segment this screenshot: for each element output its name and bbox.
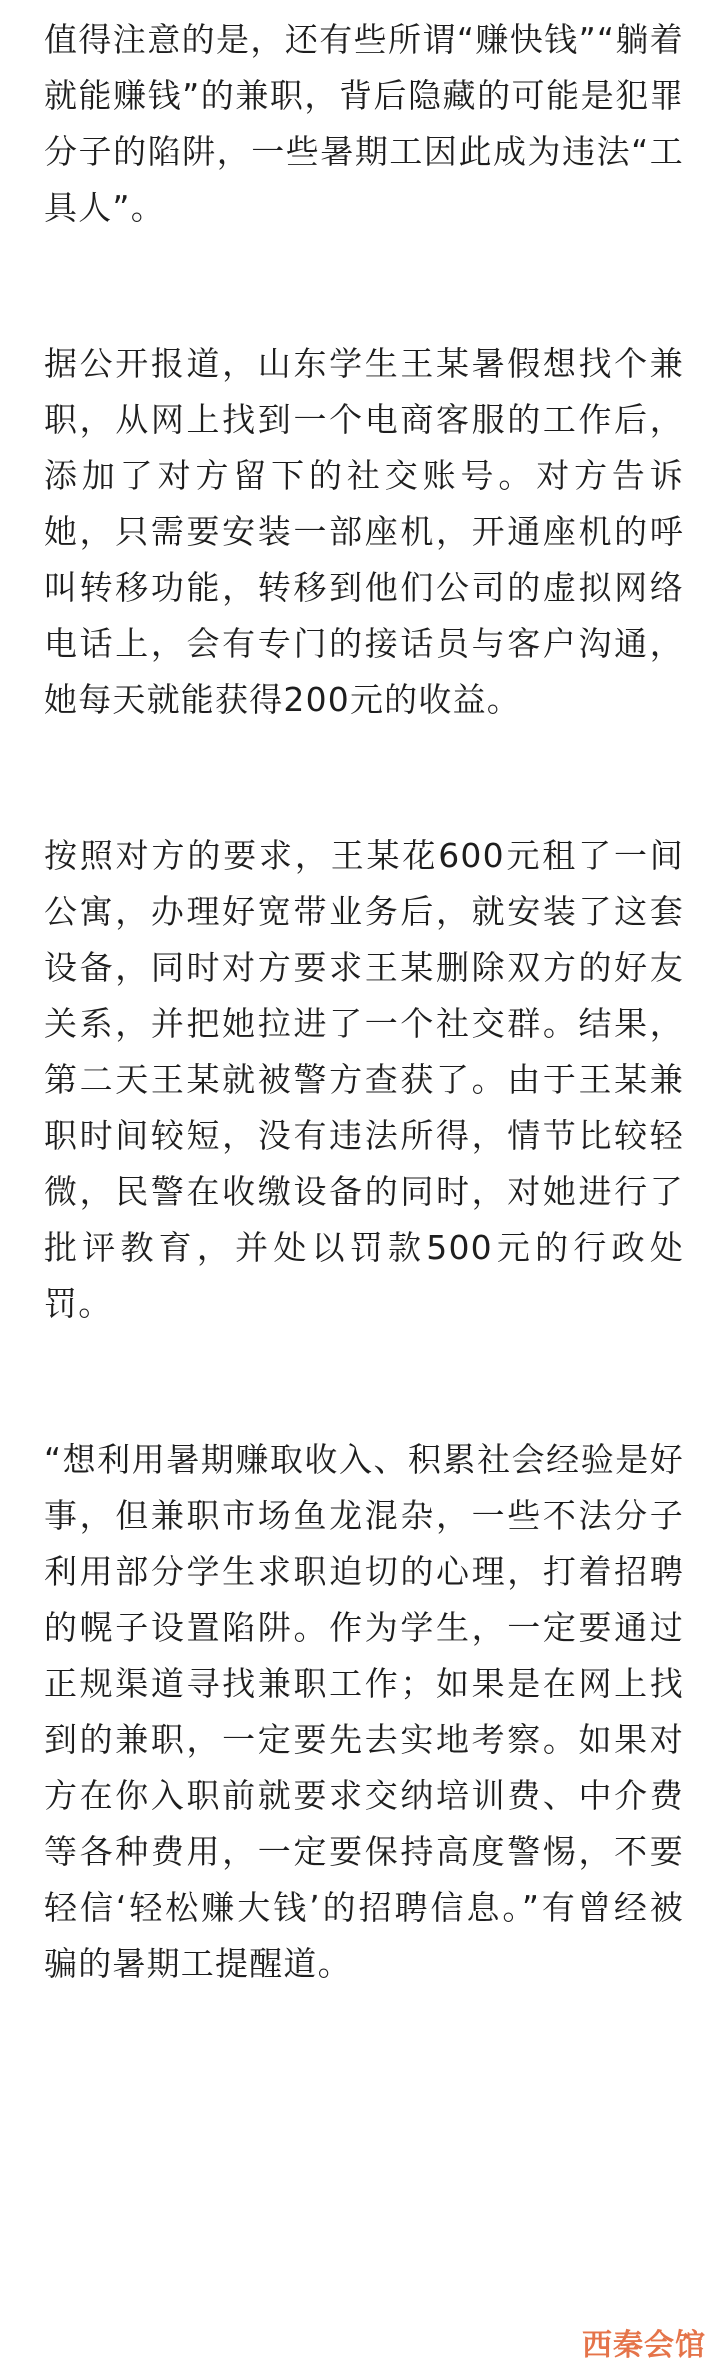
paragraph-1: 值得注意的是，还有些所谓“赚快钱”“躺着就能赚钱”的兼职，背后隐藏的可能是犯罪分子的陷阱，一些暑期工因此成为违法“工具人”。 [44, 20, 684, 227]
paragraph-2: 据公开报道，山东学生王某暑假想找个兼职，从网上找到一个电商客服的工作后，添加了对方留下的社交账号。对方告诉她，只需要安装一部座机，开通座机的呼叫转移功能，转移到他们公司的虚拟网络电话上，会有专门的接话员与客户沟通，她每天就能获得200元的收益。 [44, 344, 684, 719]
paragraph-4: “想利用暑期赚取收入、积累社会经验是好事，但兼职市场鱼龙混杂，一些不法分子利用部分学生求职迫切的心理，打着招聘的幌子设置陷阱。作为学生，一定要通过正规渠道寻找兼职工作；如果是在网上找到的兼职，一定要先去实地考察。如果对方在你入职前就要求交纳培训费、中介费等各种费用，一定要保持高度警惕，不要轻信‘轻松赚大钱’的招聘信息。”有曾经被骗的暑期工提醒道。 [44, 1440, 684, 1983]
watermark-logo: 西秦会馆 [582, 2328, 706, 2363]
paragraph-3: 按照对方的要求，王某花600元租了一间公寓，办理好宽带业务后，就安装了这套设备，同时对方要求王某删除双方的好友关系，并把她拉进了一个社交群。结果，第二天王某就被警方查获了。由于王某兼职时间较短，没有违法所得，情节比较轻微，民警在收缴设备的同时，对她进行了批评教育，并处以罚款500元的行政处罚。 [44, 836, 684, 1323]
article-body [44, 12, 684, 1992]
